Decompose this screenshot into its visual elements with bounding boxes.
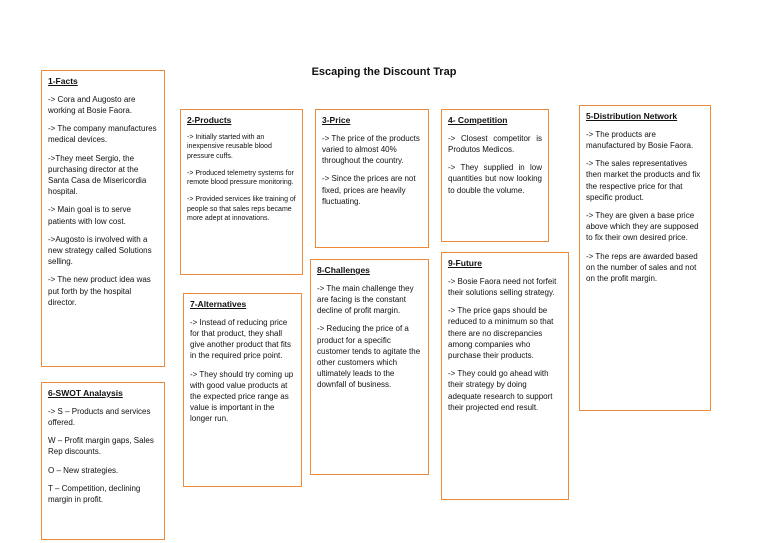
facts-item: -> The company manufactures medical devices. [48, 124, 157, 145]
challenges-box [310, 259, 429, 475]
alternatives-item: -> They should try coming up with good value products at the expected price range as value is important in the longer run. [190, 369, 294, 424]
facts-item: ->Augosto is involved with a new strategy called Solutions selling. [48, 234, 152, 267]
swot-item: O – New strategies. [48, 465, 119, 475]
swot-box [41, 382, 165, 540]
future-box [441, 252, 569, 500]
alternatives-box [183, 293, 302, 487]
swot-item: W – Profit margin gaps, Sales Rep discounts. [48, 436, 154, 457]
swot-heading: 6-SWOT Analaysis [48, 388, 123, 398]
distribution-item: -> The sales representatives then market the products and fix the respective price for that specific product. [586, 159, 701, 202]
competition-box [441, 109, 549, 242]
price-box [315, 109, 429, 248]
alternatives-item: -> Instead of reducing price for that product, they shall give another product that fits in the required price point. [190, 317, 291, 361]
challenges-heading: 8-Challenges [317, 265, 370, 275]
distribution-item: -> They are given a base price above which they are supposed to fix their own desired price. [586, 211, 699, 243]
future-item: -> Bosie Faora need not forfeit their solutions selling strategy. [448, 276, 557, 298]
facts-heading: 1-Facts [48, 76, 78, 86]
products-heading: 2-Products [187, 115, 232, 125]
future-item: -> The price gaps should be reduced to a minimum so that there are no discrepancies among companies who purchase their products. [448, 306, 554, 361]
future-item: -> They could go ahead with their strategy by doing adequate research to support their projected end result. [448, 369, 553, 412]
facts-item: -> Main goal is to serve patients with low cost. [48, 205, 131, 226]
page-title: Escaping the Discount Trap [311, 66, 457, 78]
swot-item: -> S – Products and services offered. [48, 406, 151, 428]
competition-item: -> They supplied in low quantities but now looking to double the volume. [448, 163, 542, 195]
price-heading: 3-Price [322, 115, 351, 125]
products-item: -> Produced telemetry systems for remote blood pressure monitoring. [187, 169, 294, 187]
alternatives-heading: 7-Alternatives [190, 299, 247, 309]
competition-heading: 4- Competition [448, 115, 508, 125]
products-item: -> Provided services like training of people so that sales reps became more adept at innovations. [187, 196, 296, 223]
competition-item: -> Closest competitor is Produtos Medicos. [448, 133, 542, 155]
future-heading: 9-Future [448, 258, 482, 268]
facts-item: -> Cora and Augosto are working at Bosie Faora. [48, 94, 136, 116]
challenges-item: -> The main challenge they are facing is the constant decline of profit margin. [317, 283, 414, 316]
distribution-item: -> The reps are awarded based on the number of sales and not on the profit margin. [586, 251, 698, 283]
price-item: -> The price of the products varied to almost 40% throughout the country. [322, 133, 420, 166]
products-box [180, 109, 303, 275]
swot-item: T – Competition, declining margin in profit. [48, 483, 141, 505]
facts-box [41, 70, 165, 367]
facts-item: -> The new product idea was put forth by the hospital director. [48, 275, 151, 307]
distribution-box [579, 105, 711, 411]
challenges-item: -> Reducing the price of a product for a specific customer tends to agitate the other customers which ultimately leads to the downfall of business. [317, 324, 421, 390]
distribution-heading: 5-Distribution Network [586, 111, 678, 121]
distribution-item: -> The products are manufactured by Bosie Faora. [586, 129, 694, 151]
facts-item: ->They meet Sergio, the purchasing director at the Santa Casa de Misericordia hospital. [48, 153, 147, 197]
price-item: -> Since the prices are not fixed, prices are heavily fluctuating. [322, 174, 416, 206]
products-item: -> Initially started with an inexpensive reusable blood pressure cuffs. [187, 133, 272, 161]
